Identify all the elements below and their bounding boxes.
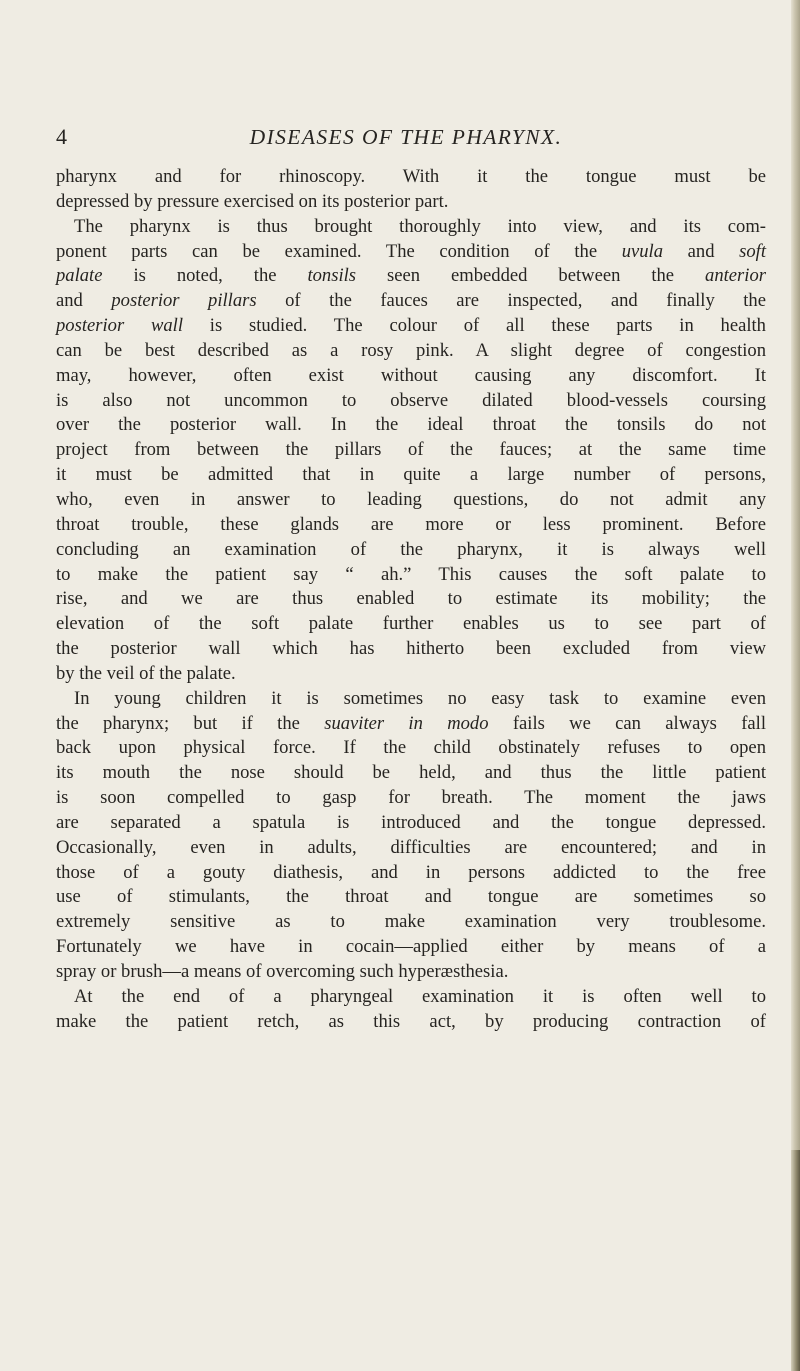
text-line: depressed by pressure exercised on its posterior part. [56, 190, 449, 212]
text-line: spray or brush—a means of overcoming such hyperæsthesia. [56, 961, 509, 982]
text-line: those of a gouty diathesis, and in persons addicted to the free [56, 861, 766, 883]
text-line: are separated a spatula is introduced and the tongue depressed. [56, 811, 766, 833]
text-line: In young children it is sometimes no easy task to examine even [74, 687, 766, 709]
text-line: by the veil of the palate. [56, 662, 236, 684]
body-text [56, 165, 766, 1035]
text-line: use of stimulants, the throat and tongue are sometimes so [56, 886, 766, 908]
text-line: may, however, often exist without causing any discomfort. It [56, 364, 766, 386]
text-line: is soon compelled to gasp for breath. The moment the jaws [56, 787, 766, 809]
text-line: The pharynx is thus brought thoroughly into view, and its com- [74, 215, 766, 237]
text-line: and posterior pillars of the fauces are inspected, and finally the [56, 290, 766, 312]
text-line: Occasionally, even in adults, difficulties are encountered; and in [56, 836, 766, 858]
text-line: is also not uncommon to observe dilated blood-vessels coursing [56, 389, 766, 411]
text-line: the pharynx; but if the suaviter in modo fails we can always fall [56, 712, 766, 734]
page-number: 4 [56, 124, 67, 149]
text-line: who, even in answer to leading questions, do not admit any [56, 488, 766, 510]
text-line: rise, and we are thus enabled to estimate its mobility; the [56, 588, 766, 610]
text-line: it must be admitted that in quite a large number of persons, [56, 464, 766, 486]
text-line: project from between the pillars of the fauces; at the same time [56, 439, 766, 461]
text-line: to make the patient say “ ah.” This causes the soft palate to [56, 563, 766, 585]
text-line: can be best described as a rosy pink. A slight degree of congestion [56, 339, 766, 361]
text-line: extremely sensitive as to make examination very troublesome. [56, 911, 766, 933]
text-line: make the patient retch, as this act, by producing contraction of [56, 1010, 766, 1032]
text-line: Fortunately we have in cocain—applied either by means of a [56, 936, 766, 958]
text-line: concluding an examination of the pharynx, it is always well [56, 538, 766, 560]
text-line: back upon physical force. If the child obstinately refuses to open [56, 737, 766, 759]
text-line: over the posterior wall. In the ideal throat the tonsils do not [56, 414, 766, 436]
text-line: pharynx and for rhinoscopy. With it the tongue must be [56, 166, 766, 187]
text-line: palate is noted, the tonsils seen embedded between the anterior [56, 265, 766, 287]
text-line: elevation of the soft palate further enables us to see part of [56, 613, 766, 635]
text-line: its mouth the nose should be held, and thus the little patient [56, 762, 766, 784]
text-line: posterior wall is studied. The colour of all these parts in health [56, 315, 766, 337]
text-line: the posterior wall which has hitherto been excluded from view [56, 638, 766, 660]
text-line: At the end of a pharyngeal examination it is often well to [74, 985, 766, 1007]
running-head [56, 117, 756, 157]
running-title: DISEASES OF THE PHARYNX. [249, 125, 563, 149]
text-line: ponent parts can be examined. The condition of the uvula and soft [56, 240, 766, 262]
text-line: throat trouble, these glands are more or less prominent. Before [56, 513, 766, 535]
page-edge-shadow-dark [791, 1150, 800, 1371]
